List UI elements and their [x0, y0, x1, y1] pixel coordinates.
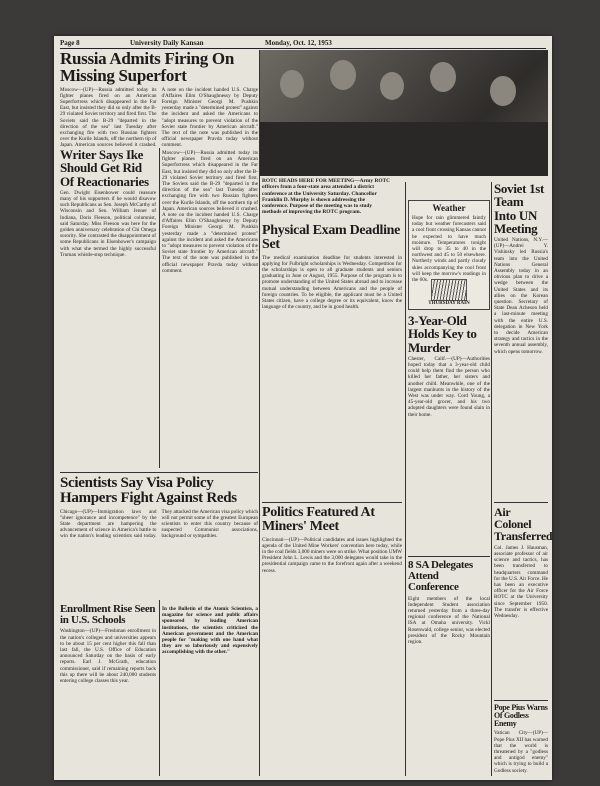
article-politics [262, 506, 402, 767]
person-figure [380, 72, 404, 100]
headline: 3-Year-Old Holds Key to Murder [408, 313, 477, 355]
rotc-meeting-photo [260, 50, 548, 176]
page-number: Page 8 [60, 39, 80, 47]
article-body: United Nations, N.Y.—(UP)—Andrei Y. Vishinsky led Russia's team into the United Nations General Assembly today in an obvious plan to drive a wedge between the United States and its allies on the Korean question. Secretary of State Dean Acheson held a last-minute meeting with the entire U.S. delegation in New York to decide American strategy and tactics in the seventh annual assembly, which opens tomorrow. [494, 237, 548, 355]
headline: Air Colonel Transferred [494, 505, 553, 544]
article-air-colonel [494, 505, 553, 695]
weather-body: Hope for rain glimmered faintly today but weather forecasters said a cool front crossing Kansas cannot be expected to have much moisture. Temperatures tonight will drop to 35 to 40 in the northwest and 45 to 50 elsewhere. Northerly winds and partly cloudy skies accompanying the cool front will keep the morrow's readings in the 60s. [412, 215, 486, 284]
article-physical [262, 224, 402, 523]
person-figure [280, 70, 304, 98]
article-ike [60, 148, 156, 408]
weather-title: Weather [432, 203, 466, 213]
article-body: Vatican City—(UP)—Pope Pius XII has warned that the world is threatened by a "godless and antigod enemy" which is trying to build a Godless society. [494, 730, 548, 774]
headline: 8 SA Delegates Attend Conference [408, 559, 473, 594]
article-visa [60, 476, 258, 589]
column-rule [159, 148, 160, 468]
column-rule [405, 182, 406, 776]
section-rule [60, 472, 258, 473]
article-body: Moscow—(UP)—Russia admitted today its fighter planes fired on an American Superfortress which disappeared in the Far East, but insisted they did so only after the B-29 violated Soviet territory and fired first. The Soviets said the B-29 "departed in the direction of the sea" last Tuesday after exchanging fire with two Russian fighters over the Kurile Islands, off the northern tip of Japan. American sources believed it crashed. A note on the incident handed U.S. Charge d'Affaires Elim O'Shaughnessy by Deputy Foreign Minister Georgi M. Pushkin yesterday made a "determined protest" against the incident and asked the Americans to "adopt measures to prevent violation of the Soviet state frontier by American aircraft." The text of the note was published in the official newspaper Pravda today without comment. [162, 150, 258, 274]
headline: Russia Admits Firing On Missing Superfort [60, 49, 234, 86]
photo-table [260, 122, 548, 176]
newspaper-page [54, 36, 552, 780]
section-rule [408, 556, 490, 557]
column-rule [159, 600, 160, 776]
article-pope [494, 703, 548, 774]
article-delegates [408, 560, 490, 766]
paper-name: University Daily Kansan [130, 39, 204, 47]
person-figure [490, 76, 516, 106]
weather-label: THURSDAY RAIN [428, 301, 470, 306]
weather-box [408, 200, 490, 310]
headline: Pope Pius Warns Of Godless Enemy [494, 703, 548, 729]
section-rule [494, 700, 548, 701]
article-body: Washington—(UP)—Freshman enrollment in the nation's colleges and universities appears to be about 15 per cent higher this fall than last fall, the U.S. Office of Education announced Saturday on the basis of early reports. Earl J. McGrath, education commissioner, said if remaining reports back this up there will be about 240,000 students entering college classes this year. [60, 628, 156, 685]
photo-caption: ROTC HEADS HERE FOR MEETING—Army ROTC officers from a four-state area attended a district conference at the University Saturday. Chancellor Franklin D. Murphy is shown addressing the conference. Purpose of the meeting was to study methods of improving the ROTC program. [262, 178, 391, 216]
masthead-folio [60, 38, 546, 49]
person-figure [430, 62, 456, 92]
article-key-murder [408, 314, 490, 588]
person-figure [330, 60, 356, 90]
article-body: Gen. Dwight Eisenhower could reassure many of his supporters if he would disavow such Republicans as Sen. Joseph McCarthy of Wisconsin and Sen. William Jenner of Indiana, Doris Fleeson, political columnist, said Saturday. Miss Fleeson was here for the golden anniversary celebration of Chi Omega sorority. She contrasted the disappointment of some Republicans in Eisenhower's campaign with what she termed the highly successful Truman whistle-stop technique. [60, 189, 156, 258]
article-visa-continued [162, 604, 258, 776]
headline: Physical Exam Deadline Set [262, 223, 401, 253]
article-body: In the Bulletin of the Atomic Scientists, a magazine for science and public affairs sponsored by leading American institutions, the scientists criticized the American government and the American people for "making with one hand what they are so laboriously and expensively accomplishing with the other." [162, 606, 258, 656]
headline: Politics Featured At Miners' Meet [262, 505, 375, 535]
headline: Soviet 1st Team Into UN Meeting [494, 181, 545, 236]
section-rule [262, 502, 402, 503]
article-body: Eight members of the local Independent Student association returned yesterday from a three-day regional conference of the National ISA at Omaha university. Vickl Rosenwald, college senior, was elected president of the Rocky Mountain region. [408, 595, 490, 646]
section-rule [494, 502, 548, 503]
article-body: Col. James J. Hausman, associate professor of air science and tactics, has been transferred to headquarters command for the U.S. Air Force. He has been an executive officer for the Air Force ROTC at the University since September 1950. The transfer is effective Wednesday. [494, 544, 548, 619]
article-body: Chicago—(UP)—Immigration laws and "sheer ignorance and incompetence" by the State department are hampering the advancement of science in America's battle to win the nation's leading scientists said today. They attacked the American visa policy which will not permit some of the greatest European scientists to enter this country because of suspected Communist associations, background or sympathies. [60, 508, 258, 540]
issue-date: Monday, Oct. 12, 1953 [265, 39, 332, 47]
article-enrollment [60, 604, 156, 778]
article-body: The medical examination deadline for students interested in applying for Fulbright scholarships is Wednesday. Competition for the scholarships is open to all graduate students and seniors graduating in June or August, 1955. Purpose of the program is to promote understanding of the United States abroad and to increase mutual understanding between Americans and the people of foreign countries. To be eligible, the applicant must be a United States citizen, have a college degree or its equivalent, know the language of the country, and be in good health. [262, 254, 402, 311]
column-rule [491, 182, 492, 776]
article-russia [60, 50, 258, 161]
headline: Writer Says Ike Should Get Rid Of Reactionaries [60, 147, 149, 189]
soviet-un-head [494, 182, 548, 535]
column-rule [259, 50, 260, 776]
article-body: Chester, Calif.—(UP)—Authorities hoped today that a 3-year-old child could help them find the person who killed her father, her sisters and another child. Meanwhile, one of the largest manhunts in the history of the West was under way. Cord Young, a 45-year-old grocer, and his two adopted daughters were found slain in their home. [408, 355, 490, 418]
article-body: Moscow—(UP)—Russia admitted today its fighter planes fired on an American Superfortress which disappeared in the Far East, but insisted they did so only after the B-29 violated Soviet territory and fired first. The Soviets said the B-29 "departed in the direction of the sea" last Tuesday after exchanging fire with two Russian fighters over the Kurile Islands, off the northern tip of Japan. American sources believed it crashed. A note on the incident handed U.S. Charge d'Affaires Elim O'Shaughnessy by Deputy Foreign Minister Georgi M. Pushkin yesterday made a "determined protest" against the incident and asked the Americans to "adopt measures to prevent violation of the Soviet state frontier by American aircraft." The text of the note was published in the official newspaper Pravda today without comment. [60, 86, 258, 149]
article-russia-continued [162, 148, 258, 448]
article-body: Cincinnati—(UP)—Political candidates and issues highlighted the agenda of the United Mine Workers' convention here today, while in the coal fields 3,000 miners were on strike. What position UMW President John L. Lewis and the 3,000 delegates would take in the presidential campaign came to the forefront again after a weekend recess. [262, 536, 402, 574]
headline: Scientists Say Visa Policy Hampers Fight Against Reds [60, 475, 237, 507]
rain-cloud-icon [431, 279, 467, 301]
headline: Enrollment Rise Seen in U.S. Schools [60, 603, 156, 627]
